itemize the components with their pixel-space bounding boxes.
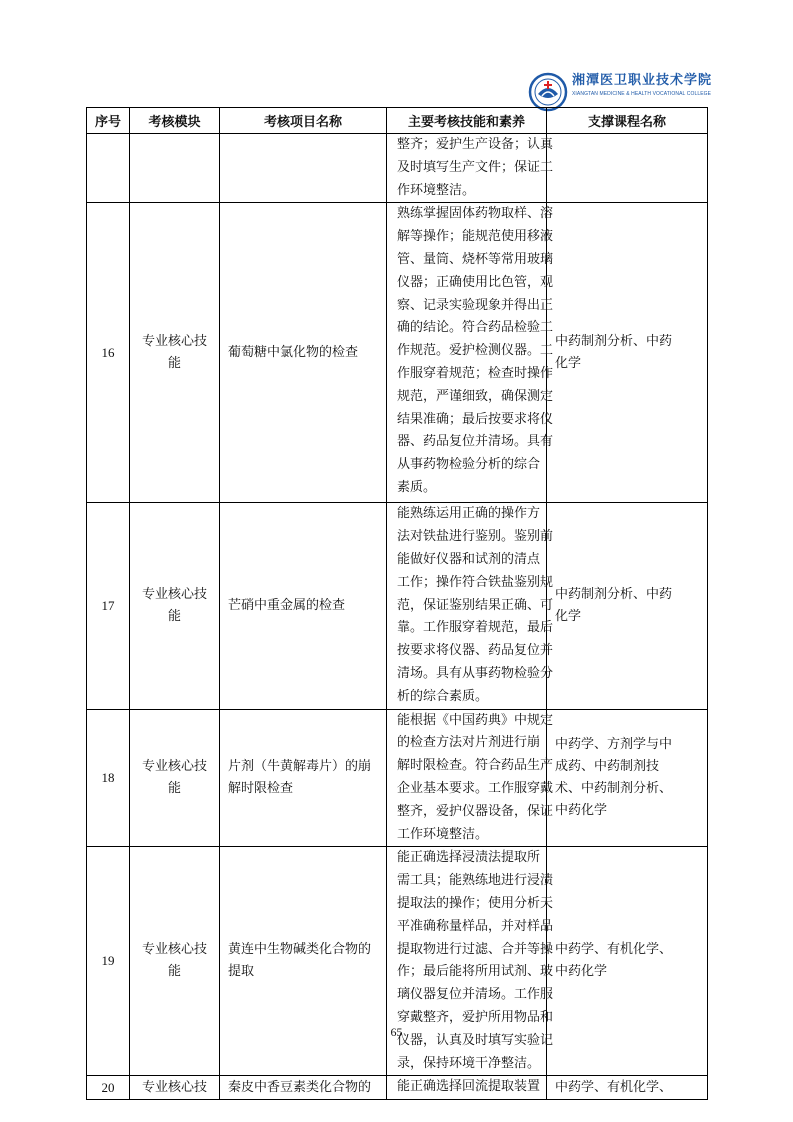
skill-line: 能正确选择浸渍法提取所 [397, 850, 541, 866]
item-line: 黄连中生物碱类化合物的 [228, 942, 372, 958]
row-no: 16 [87, 203, 130, 503]
header-module: 考核模块 [130, 108, 220, 134]
row-item [220, 503, 387, 709]
skill-line: 从事药物检验分析的综合 [397, 457, 541, 473]
module-line: 专业核心技 [141, 942, 207, 958]
skill-line: 管、量筒、烧杯等常用玻璃 [397, 251, 554, 267]
skill-line: 需工具；能熟练地进行浸渍 [397, 873, 554, 889]
course-line: 中药学、有机化学、 [555, 942, 673, 958]
skill-line: 录，保持环境干净整洁。 [397, 1055, 541, 1071]
skill-line: 规范，严谨细致，确保测定 [397, 388, 554, 404]
skill-line: 工作环境整洁。 [397, 826, 489, 842]
college-name-en: XIANGTAN MEDICINE & HEALTH VOCATIONAL COLLEGE [572, 91, 712, 97]
skill-line: 企业基本要求。工作服穿戴 [397, 780, 554, 796]
row-item [220, 203, 387, 503]
row-module [130, 134, 220, 203]
item-line: 秦皮中香豆素类化合物的 [228, 1079, 372, 1095]
skill-line: 作；最后能将所用试剂、玻 [397, 964, 554, 980]
table-row [87, 134, 708, 203]
course-line: 化学 [555, 355, 582, 371]
row-course [547, 134, 708, 203]
course-line: 中药化学 [555, 964, 608, 980]
module-line: 能 [167, 608, 181, 624]
row-skills [387, 847, 554, 1076]
skill-line: 提取法的操作；使用分析天 [397, 895, 554, 911]
header-skills: 主要考核技能和素养 [387, 108, 547, 134]
row-no: 17 [87, 503, 130, 709]
course-line: 中药学、有机化学、 [555, 1079, 673, 1095]
page-number: 65 [390, 1025, 403, 1039]
assessment-table [86, 107, 708, 1100]
module-line: 专业核心技 [141, 333, 207, 349]
row-skills [387, 203, 554, 503]
row-item [220, 134, 387, 203]
row-item [220, 709, 387, 847]
skill-line: 提取物进行过滤、合并等操 [397, 941, 554, 957]
skill-line: 作服穿着规范；检查时操作 [397, 365, 554, 381]
skill-line: 仪器，认真及时填写实验记 [397, 1032, 554, 1048]
row-item [220, 1076, 387, 1100]
skill-line: 熟练掌握固体药物取样、溶 [397, 206, 554, 222]
row-skills [387, 709, 554, 847]
module-line: 专业核心技 [141, 758, 207, 774]
row-course [547, 1076, 708, 1100]
module-line: 专业核心技 [141, 1079, 207, 1095]
row-course [547, 503, 708, 709]
skill-line: 作规范。爱护检测仪器。工 [397, 343, 554, 359]
skill-line: 器、药品复位并清场。具有 [397, 434, 554, 450]
module-line: 能 [167, 355, 181, 371]
item-line: 提取 [228, 964, 255, 980]
skill-line: 素质。 [397, 479, 437, 495]
course-line: 成药、中药制剂技 [555, 758, 660, 774]
skill-line: 的检查方法对片剂进行崩 [397, 735, 541, 751]
course-line: 中药制剂分析、中药 [555, 586, 673, 602]
header-course: 支撑课程名称 [547, 108, 708, 134]
skill-line: 平准确称量样品，并对样品 [397, 918, 554, 934]
skill-line: 及时填写生产文件；保证工 [397, 159, 554, 175]
row-no: 20 [87, 1076, 130, 1100]
header-item: 考核项目名称 [220, 108, 387, 134]
item-line: 葡萄糖中氯化物的检查 [228, 344, 359, 360]
skill-line: 能正确选择回流提取装置 [397, 1079, 541, 1095]
skill-line: 仪器；正确使用比色管，观 [397, 274, 554, 290]
table-row [87, 709, 708, 847]
course-line: 中药化学 [555, 802, 608, 818]
row-module [130, 1076, 220, 1100]
skill-line: 能做好仪器和试剂的清点 [397, 551, 541, 567]
skill-line: 穿戴整齐，爱护所用物品和 [397, 1009, 554, 1025]
row-module [130, 847, 220, 1076]
row-no [87, 134, 130, 203]
row-no: 19 [87, 847, 130, 1076]
college-emblem-icon [528, 72, 568, 112]
skill-line: 璃仪器复位并清场。工作服 [397, 987, 554, 1003]
module-line: 能 [167, 780, 181, 796]
item-line: 解时限检查 [228, 780, 294, 796]
skill-line: 范，保证鉴别结果正确、可 [397, 597, 554, 613]
skill-line: 按要求将仪器、药品复位并 [397, 643, 554, 659]
skill-line: 工作；操作符合铁盐鉴别规 [397, 574, 554, 590]
skill-line: 能根据《中国药典》中规定 [397, 712, 554, 728]
row-course [547, 203, 708, 503]
skill-line: 作环境整洁。 [397, 182, 476, 198]
skill-line: 清场。具有从事药物检验分 [397, 665, 554, 681]
skill-line: 确的结论。符合药品检验工 [397, 320, 554, 336]
course-line: 中药学、方剂学与中 [555, 736, 673, 752]
table-row [87, 503, 708, 709]
item-line: 片剂（牛黄解毒片）的崩 [228, 758, 372, 774]
skill-line: 解时限检查。符合药品生产 [397, 758, 554, 774]
table-row [87, 1076, 708, 1100]
row-module [130, 203, 220, 503]
header-no: 序号 [87, 108, 130, 134]
college-name-cn: 湘潭医卫职业技术学院 [572, 73, 713, 88]
skill-line: 整齐，爱护仪器设备，保证 [397, 803, 554, 819]
row-skills [387, 1076, 547, 1100]
row-no: 18 [87, 709, 130, 847]
row-item [220, 847, 387, 1076]
skill-line: 靠。工作服穿着规范，最后 [397, 620, 554, 636]
row-module [130, 503, 220, 709]
table-header-row [87, 108, 708, 134]
skill-line: 察、记录实验现象并得出正 [397, 297, 554, 313]
skill-line: 法对铁盐进行鉴别。鉴别前 [397, 529, 554, 545]
row-course [547, 847, 708, 1076]
course-line: 化学 [555, 608, 582, 624]
skill-line: 结果准确；最后按要求将仪 [397, 411, 554, 427]
skill-line: 析的综合素质。 [397, 688, 489, 704]
item-line: 芒硝中重金属的检查 [228, 597, 346, 613]
table-row [87, 847, 708, 1076]
course-line: 术、中药制剂分析、 [555, 780, 673, 796]
row-skills [387, 503, 554, 709]
skill-line: 整齐；爱护生产设备；认真 [397, 137, 554, 152]
college-logo [528, 72, 713, 112]
module-line: 能 [167, 964, 181, 980]
module-line: 专业核心技 [141, 586, 207, 602]
row-module [130, 709, 220, 847]
skill-line: 解等操作；能规范使用移液 [397, 229, 554, 245]
table-row [87, 203, 708, 503]
row-skills [387, 134, 554, 203]
course-line: 中药制剂分析、中药 [555, 333, 673, 349]
row-course [547, 709, 708, 847]
skill-line: 能熟练运用正确的操作方 [397, 506, 541, 522]
